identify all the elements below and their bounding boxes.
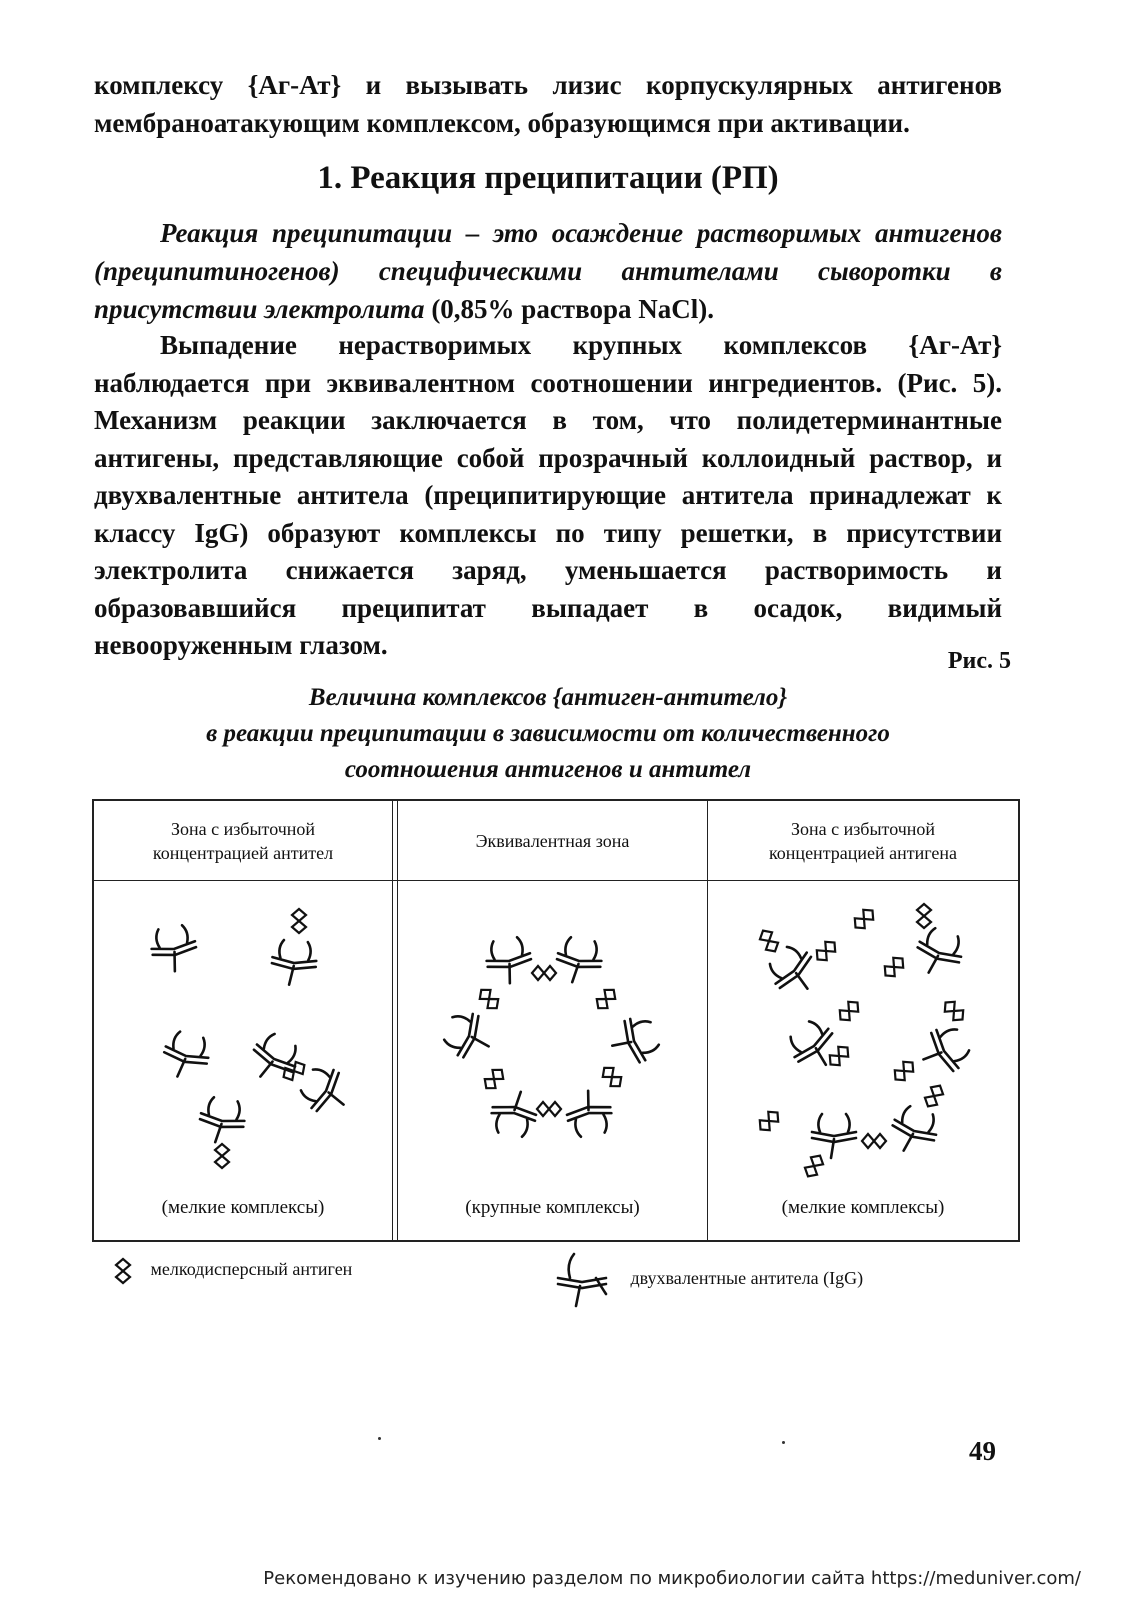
figure-table <box>92 799 1020 1242</box>
legend-antibody <box>552 1250 863 1310</box>
definition-emphasis: Реакция преципитации – это осаждение растворимых антигенов (преципитиногенов) специфическими антителами сыворотки в присутствии электролита <box>94 218 1002 324</box>
scan-speck <box>378 1437 381 1440</box>
column-header-equivalence <box>398 801 707 880</box>
column-footer: (мелкие комплексы) <box>781 1197 945 1218</box>
legend-antigen <box>108 1256 352 1286</box>
antibody-icon <box>552 1250 612 1310</box>
antigen-icon <box>108 1256 138 1286</box>
page-number: 49 <box>969 1436 996 1466</box>
column-header-antibody-excess <box>94 801 392 880</box>
column-header-antigen-excess <box>708 801 1018 880</box>
legend-antigen-label: мелкодисперсный антиген <box>150 1259 353 1280</box>
header-line: Зона с избыточной <box>170 818 316 839</box>
complexes-illustration <box>94 881 1018 1191</box>
column-footer: (мелкие комплексы) <box>161 1197 325 1218</box>
intro-paragraph: комплексу {Аг-Ат} и вызывать лизис корпускулярных антигенов мембраноатакующим комплексом, образующимся при активации. <box>94 70 1002 138</box>
antigen-excess-complexes <box>756 904 974 1180</box>
caption-line: в реакции преципитации в зависимости от количественного <box>206 720 890 747</box>
column-footer: (крупные комплексы) <box>465 1197 640 1218</box>
equivalence-lattice <box>441 936 662 1139</box>
caption-line: соотношения антигенов и антител <box>344 756 752 783</box>
figure-label: Рис. 5 <box>947 648 1011 674</box>
legend-antibody-label: двухвалентные антитела (IgG) <box>630 1268 864 1289</box>
header-line: концентрацией антител <box>152 842 334 863</box>
section-heading: 1. Реакция преципитации (РП) <box>317 160 779 196</box>
caption-line: Величина комплексов {антиген-антитело} <box>308 684 788 711</box>
header-line: Зона с избыточной <box>790 818 936 839</box>
main-paragraph: Выпадение нерастворимых крупных комплексов {Аг-Ат} наблюдается при эквивалентном соотношении ингредиентов. (Рис. 5). Механизм реакции заключается в том, что полидетерминантные антигены, представляющие собой прозрачный коллоидный раствор, и двухвалентные антитела (преципитирующие антитела принадлежат к классу IgG) образуют комплексы по типу решетки, в присутствии электролита снижается заряд, уменьшается растворимость и образовавшийся преципитат выпадает в осадок, видимый невооруженным глазом. <box>94 330 1002 660</box>
scan-speck <box>782 1441 785 1444</box>
header-line: концентрацией антигена <box>768 842 958 863</box>
antibody-excess-complexes <box>149 909 357 1168</box>
definition-paragraph <box>94 214 1002 328</box>
footer-note: Рекомендовано к изучению разделом по микробиологии сайта https://meduniver.com/ <box>263 1568 1081 1589</box>
definition-tail: (0,85% раствора NaCl). <box>431 294 714 324</box>
header-line: Эквивалентная зона <box>475 830 630 851</box>
figure-caption <box>94 680 1002 788</box>
